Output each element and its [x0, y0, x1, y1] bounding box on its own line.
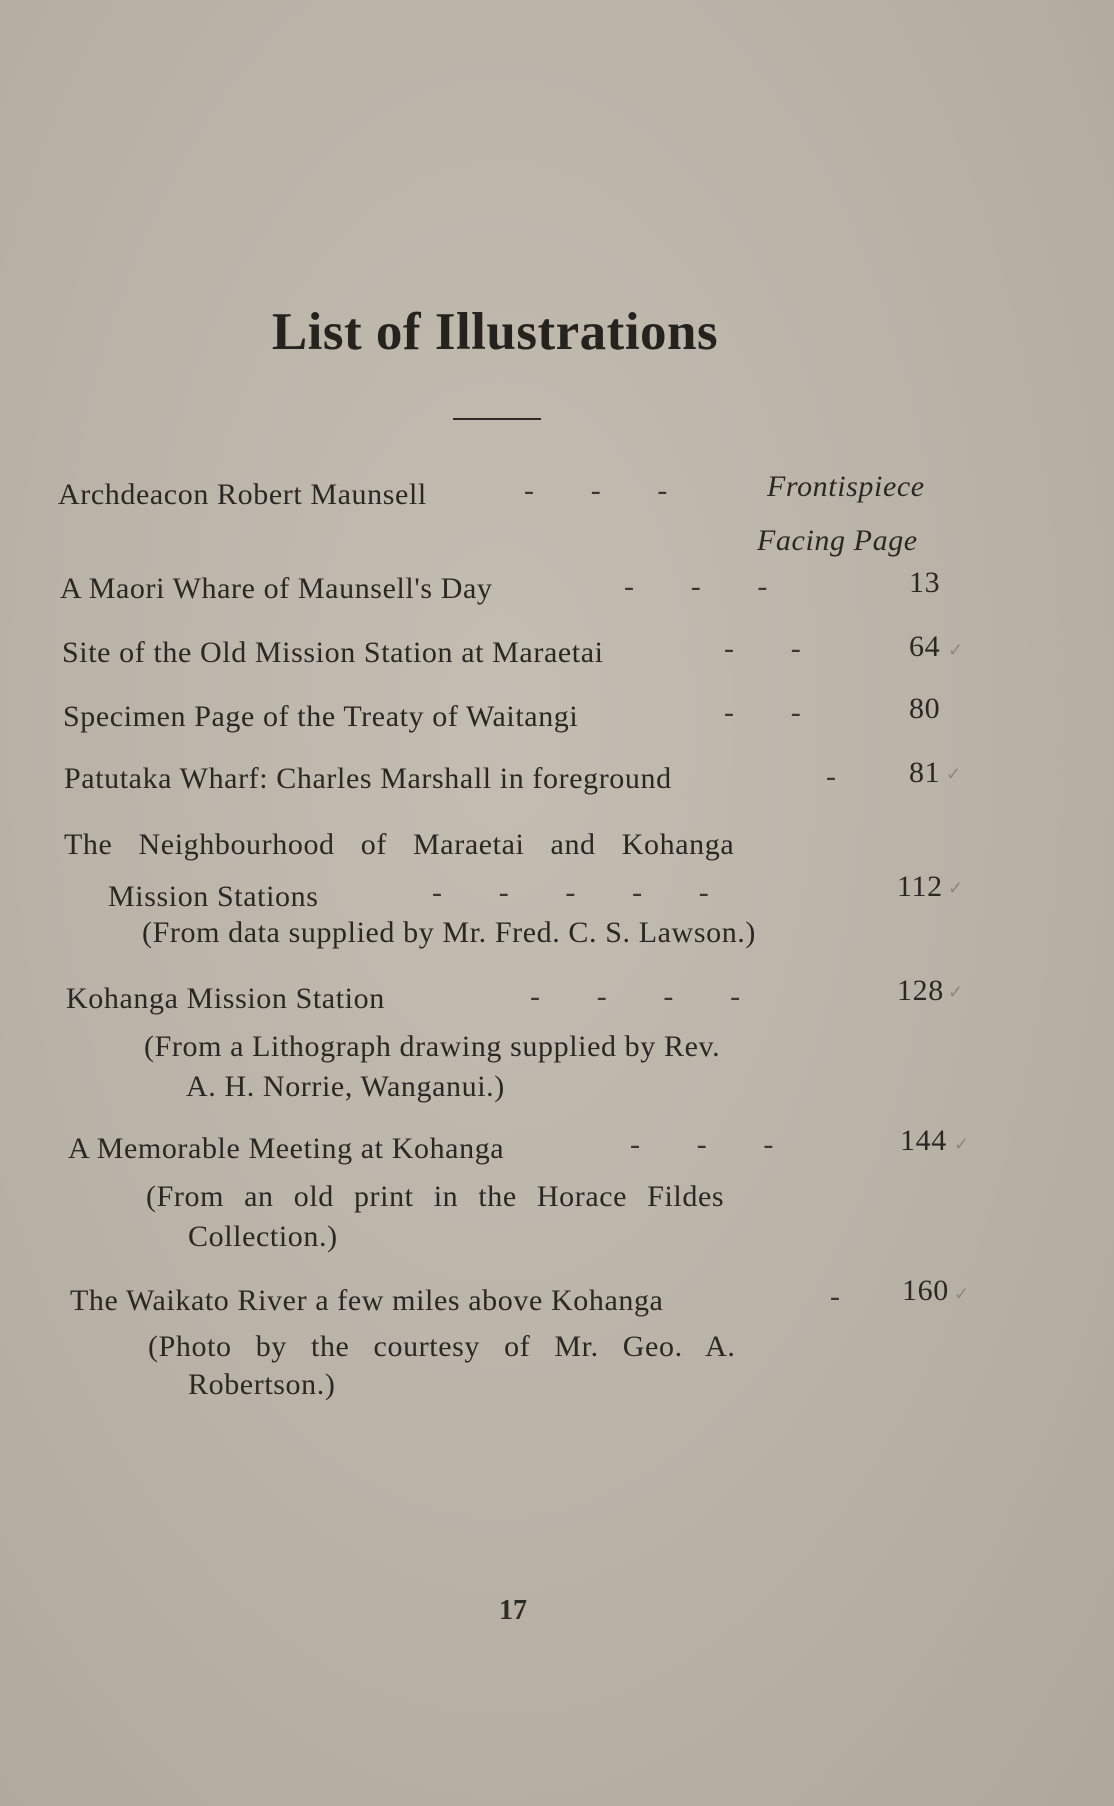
entry-credit: (Photo by the courtesy of Mr. Geo. A. — [148, 1330, 736, 1363]
frontispiece-label: Frontispiece — [767, 470, 925, 503]
page-ref: 80 — [909, 692, 941, 725]
entry-title: The Neighbourhood of Maraetai and Kohanga — [64, 828, 735, 861]
leader-dashes: - - - - - — [432, 876, 710, 909]
page-title: List of Illustrations — [271, 303, 719, 361]
entry-credit-continued: Robertson.) — [188, 1368, 336, 1401]
entry-title: A Maori Whare of Maunsell's Day — [60, 572, 493, 605]
entry-title: A Memorable Meeting at Kohanga — [68, 1132, 505, 1165]
page-ref: 13 — [909, 566, 941, 599]
page-ref: 81 — [909, 756, 941, 789]
pencil-check-icon: ✓ — [948, 640, 964, 660]
facing-page-header: Facing Page — [757, 524, 918, 557]
page-ref: 160 — [902, 1274, 949, 1307]
pencil-check-icon: ✓ — [954, 1284, 970, 1304]
entry-title: Specimen Page of the Treaty of Waitangi — [63, 700, 579, 733]
page-ref: 144 — [900, 1124, 947, 1157]
entry-title: Site of the Old Mission Station at Maraetai — [62, 636, 604, 669]
leader-dashes: - - - — [524, 474, 668, 507]
entry-title: Archdeacon Robert Maunsell — [58, 478, 427, 511]
leader-dashes: - — [826, 760, 837, 793]
page-number: 17 — [499, 1595, 527, 1626]
entry-credit-continued: A. H. Norrie, Wanganui.) — [186, 1070, 505, 1103]
page-ref: 112 — [897, 870, 943, 903]
entry-credit: (From data supplied by Mr. Fred. C. S. Lawson.) — [142, 916, 756, 949]
pencil-check-icon: ✓ — [948, 878, 964, 898]
leader-dashes: - — [830, 1280, 841, 1313]
leader-dashes: - - — [724, 696, 802, 729]
entry-title: The Waikato River a few miles above Kohanga — [70, 1284, 664, 1317]
entry-credit: (From a Lithograph drawing supplied by Rev. — [144, 1030, 721, 1063]
leader-dashes: - - - — [630, 1128, 774, 1161]
pencil-check-icon: ✓ — [954, 1134, 970, 1154]
pencil-check-icon: ✓ — [946, 764, 962, 784]
page-ref: 128 — [897, 974, 944, 1007]
title-rule — [453, 418, 541, 420]
entry-credit-continued: Collection.) — [188, 1220, 338, 1253]
entry-title-continued: Mission Stations — [108, 880, 319, 913]
page-ref: 64 — [909, 630, 941, 663]
entry-title: Kohanga Mission Station — [66, 982, 385, 1015]
pencil-check-icon: ✓ — [948, 982, 964, 1002]
entry-title: Patutaka Wharf: Charles Marshall in foreground — [64, 762, 672, 795]
entry-credit: (From an old print in the Horace Fildes — [146, 1180, 725, 1213]
leader-dashes: - - - — [624, 570, 768, 603]
leader-dashes: - - — [724, 632, 802, 665]
leader-dashes: - - - - — [530, 980, 741, 1013]
